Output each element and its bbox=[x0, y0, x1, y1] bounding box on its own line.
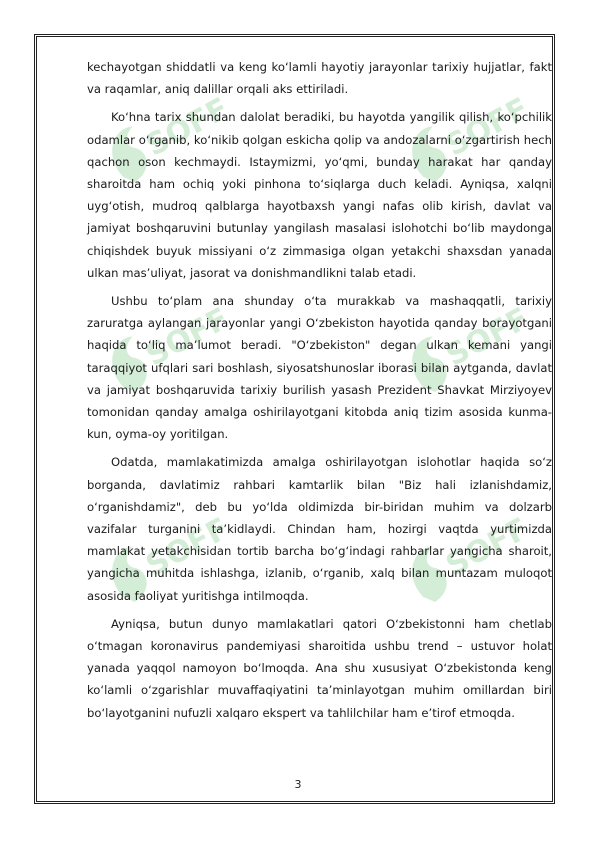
page-number: 3 bbox=[294, 778, 302, 791]
svg-text:SOFF: SOFF bbox=[140, 511, 235, 584]
document-body bbox=[87, 56, 552, 730]
paragraph-4: Odatda, mamlakatimizda amalga oshirilayotgan islohotlar haqida so‘z borganda, davlatimiz rahbari kamtarlik bilan "Biz hali izlanishdamiz, o‘rganishdamiz", deb bu yo‘lda oldimizda bir-biridan muhim va dolzarb vazifalar turganini ta’kidlaydi. Chindan ham, hozirgi vaqtda yurtimizda mamlakat yetakchisidan tortib barcha bo‘g‘indagi rahbarlar yangicha sharoit, yangicha muhitda ishlashga, izlanib, o‘rganib, xalq bilan muntazam muloqot asosida faoliyat yuritishga intilmoqda. bbox=[87, 455, 552, 603]
svg-text:SOFF: SOFF bbox=[140, 91, 235, 164]
paragraph-1: kechayotgan shiddatli va keng ko‘lamli hayotiy jarayonlar tarixiy hujjatlar, fakt va raqamlar, aniq dalillar orqali aks ettiriladi. bbox=[87, 60, 552, 97]
paragraph-2: Ko‘hna tarix shundan dalolat beradiki, bu hayotda yangilik qilish, ko‘pchilik odamlar o‘rganib, ko‘nikib qolgan eskicha qolip va andozalarni o‘zgartirish hech qachon oson kechmaydi. Istaymizmi, yo‘qmi, bunday harakat har qanday sharoitda ham ochiq yoki pinhona to‘siqlarga duch keladi. Ayniqsa, xalqni uyg‘otish, mudroq qalblarga hayotbaxsh yangi nafas olib kirish, davlat va jamiyat boshqaruvini butunlay yangilash masalasi islohotchi bo‘lib maydonga chiqishdek buyuk missiyani o‘z zimmasiga olgan yetakchi shaxsdan yanada ulkan mas’uliyat, jasorat va donishmandlikni talab etadi. bbox=[87, 110, 552, 280]
paragraph-5: Ayniqsa, butun dunyo mamlakatlari qatori O‘zbekistonni ham chetlab o‘tmagan koronavirus pandemiyasi sharoitida ushbu trend – ustuvor holat yanada yaqqol namoyon bo‘lmoqda. Ana shu xususiyat O‘zbekistonda keng ko‘lamli o‘zgarishlar muvaffaqiyatini ta’minlayotgan muhim omillardan biri bo‘layotganini nufuzli xalqaro ekspert va tahlilchilar ham e’tirof etmoqda. bbox=[87, 616, 552, 720]
svg-text:SOFF: SOFF bbox=[440, 301, 535, 374]
paragraph-3: Ushbu to‘plam ana shunday o‘ta murakkab va mashaqqatli, tarixiy zaruratga aylangan jarayonlar yangi O‘zbekiston hayotida qanday borayotgani haqida to‘liq ma’lumot beradi. "O‘zbekiston" degan ulkan kemani yangi taraqqiyot ufqlari sari boshlash, siyosatshunoslar iborasi bilan aytganda, davlat va jamiyat boshqaruvida tarixiy burilish yasash Prezident Shavkat Mirziyoyev tomonidan qanday amalga oshirilayotgani kitobda aniq tizim asosida kunma-kun, oyma-oy yoritilgan. bbox=[87, 294, 552, 442]
svg-text:SOFF: SOFF bbox=[440, 511, 535, 584]
svg-text:SOFF: SOFF bbox=[140, 301, 235, 374]
svg-text:SOFF: SOFF bbox=[440, 91, 535, 164]
